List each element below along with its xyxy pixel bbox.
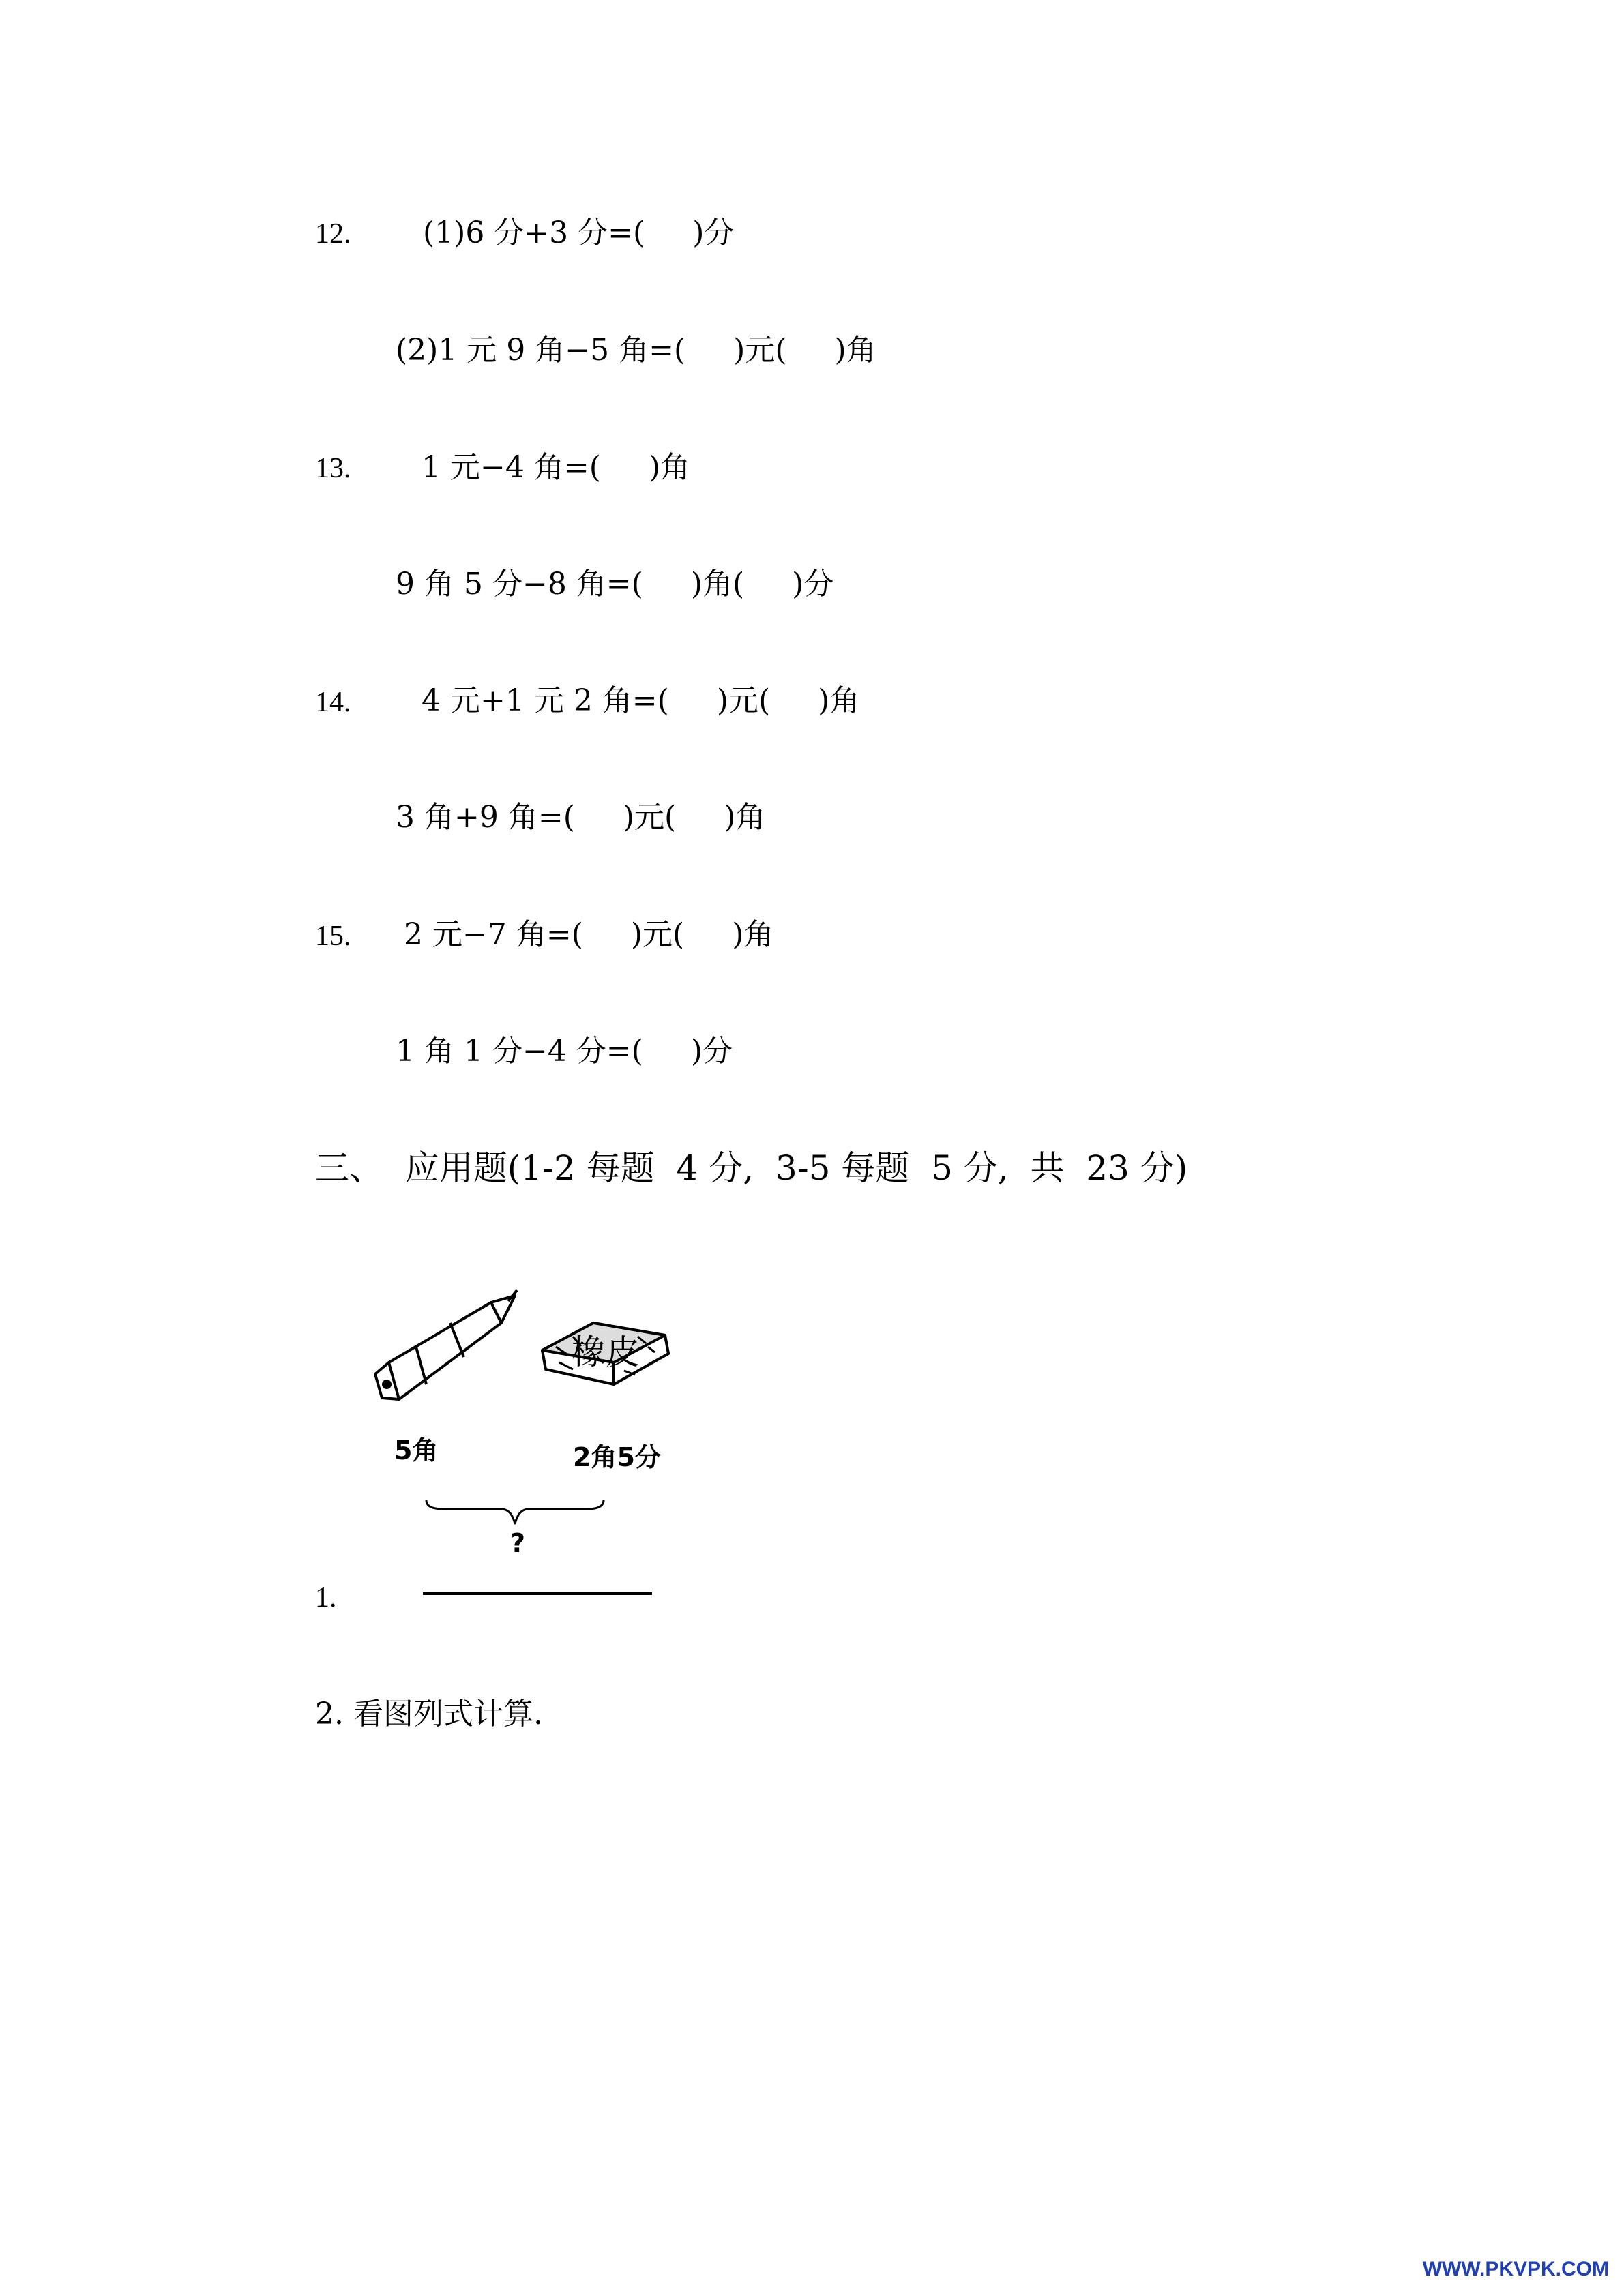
q14-part2: 3 角+9 角=( )元( )角 — [396, 800, 766, 835]
pencil-icon — [375, 1290, 517, 1399]
site-watermark[interactable]: WWW.PKVPK.COM — [1422, 2258, 1609, 2280]
question-number-12: 12. — [315, 218, 351, 250]
section-heading: 三、 应用题(1-2 每题 4 分, 3-5 每题 5 分, 共 23 分) — [315, 1148, 1188, 1188]
question-number-13: 13. — [315, 453, 351, 484]
q13-part2: 9 角 5 分−8 角=( )角( )分 — [396, 567, 834, 601]
q12-part2: (2)1 元 9 角−5 角=( )元( )角 — [396, 333, 876, 368]
q15-part2: 1 角 1 分−4 分=( )分 — [396, 1034, 733, 1069]
question-number-14: 14. — [315, 687, 351, 718]
q13-part1: 1 元−4 角=( )角 — [422, 450, 691, 485]
q15-part1: 2 元−7 角=( )元( )角 — [404, 917, 774, 952]
question-mark: ? — [510, 1528, 526, 1558]
eraser-price: 2角5分 — [573, 1442, 661, 1472]
app-question-2: 2. 看图列式计算. — [315, 1697, 543, 1731]
total-brace — [423, 1497, 607, 1531]
question-number-15: 15. — [315, 921, 351, 952]
q14-part1: 4 元+1 元 2 角=( )元( )角 — [422, 683, 860, 718]
eraser-label: 橡皮 — [572, 1332, 640, 1372]
pencil-price: 5角 — [394, 1435, 439, 1465]
q12-part1: (1)6 分+3 分=( )分 — [423, 215, 735, 250]
app-question-number-1: 1. — [315, 1582, 337, 1613]
figure-illustration — [368, 1282, 696, 1418]
answer-line[interactable] — [423, 1592, 652, 1595]
